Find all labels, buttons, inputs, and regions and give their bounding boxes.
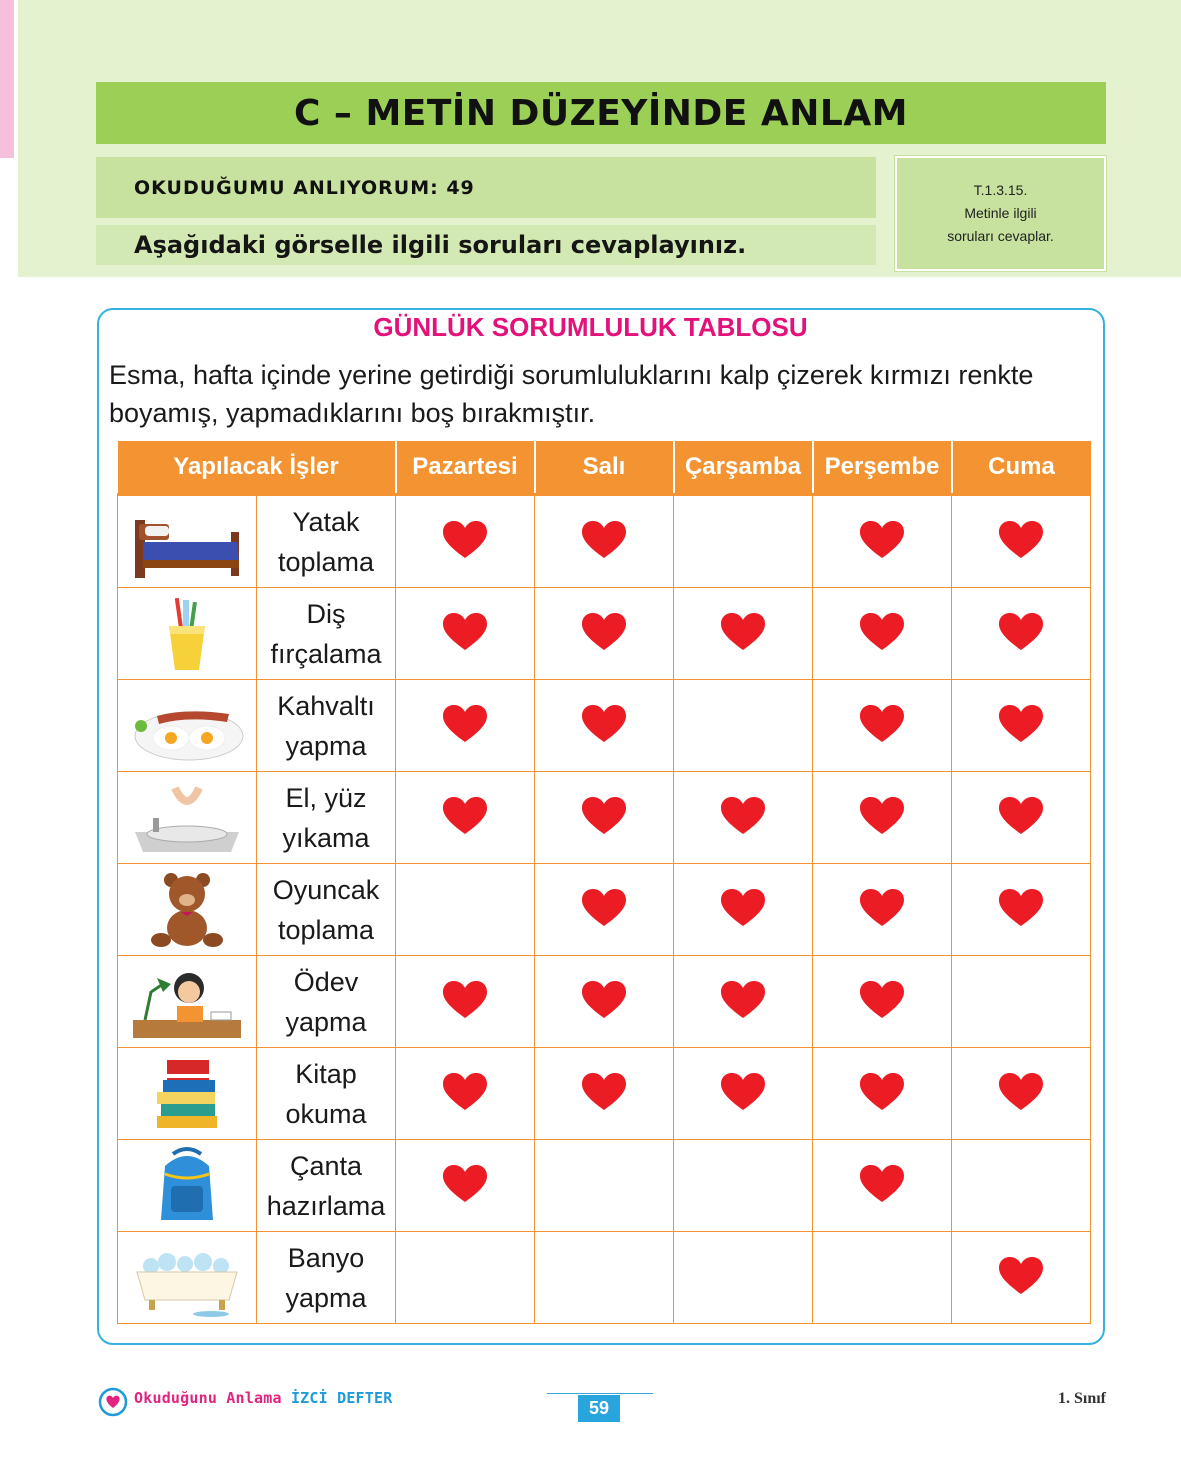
table-row — [118, 864, 1091, 956]
bathtub-icon — [118, 1238, 256, 1318]
section-title: C – METİN DÜZEYİNDE ANLAM — [96, 82, 1106, 144]
day-cell-thursday — [813, 680, 952, 772]
heart-icon — [580, 1097, 628, 1116]
instruction: Aşağıdaki görselle ilgili soruları cevaplayınız. — [96, 225, 876, 265]
footer-brand-part2: İZCİ DEFTER — [290, 1389, 393, 1407]
washbasin-icon — [118, 778, 256, 858]
task-picture-cell — [118, 1048, 257, 1140]
task-label-cell — [257, 588, 396, 680]
heart-icon — [580, 729, 628, 748]
heart-icon — [441, 1005, 489, 1024]
heart-icon — [858, 729, 906, 748]
header-wednesday: Çarşamba — [674, 441, 813, 495]
task-label-line2: yapma — [285, 1006, 367, 1037]
heart-icon — [858, 637, 906, 656]
task-label-cell — [257, 956, 396, 1048]
task-picture-cell — [118, 588, 257, 680]
girl-at-desk-icon — [118, 962, 256, 1042]
heart-icon — [441, 1097, 489, 1116]
heart-icon — [441, 1189, 489, 1208]
day-cell-tuesday — [535, 1140, 674, 1232]
bed-icon — [118, 502, 256, 582]
task-label-line1: Ödev — [293, 966, 359, 997]
task-label-line1: Banyo — [287, 1242, 365, 1273]
task-label-line1: El, yüz — [285, 782, 367, 813]
heart-icon — [719, 1097, 767, 1116]
heart-icon — [858, 1189, 906, 1208]
task-label-line2: toplama — [277, 914, 375, 945]
card-text: Esma, hafta içinde yerine getirdiği sorumluluklarını kalp çizerek kırmızı renkte boyamış, yapmadıklarını boş bırakmıştır. — [109, 360, 1034, 428]
task-label-cell — [257, 1140, 396, 1232]
day-cell-friday — [952, 772, 1091, 864]
task-picture-cell — [118, 772, 257, 864]
heart-icon — [580, 821, 628, 840]
day-cell-monday — [396, 864, 535, 956]
task-picture-cell — [118, 956, 257, 1048]
day-cell-friday — [952, 1140, 1091, 1232]
heart-icon — [858, 1097, 906, 1116]
task-picture-cell — [118, 495, 257, 588]
responsibility-table — [117, 441, 1091, 1324]
objective-code: T.1.3.15. — [973, 182, 1028, 198]
heart-icon — [441, 545, 489, 564]
day-cell-tuesday — [535, 772, 674, 864]
table-row — [118, 772, 1091, 864]
task-label-cell — [257, 1232, 396, 1324]
heart-icon — [997, 821, 1045, 840]
task-label-cell — [257, 1048, 396, 1140]
breakfast-plate-icon — [118, 686, 256, 766]
objective-line-2: soruları cevaplar. — [947, 228, 1054, 244]
task-label-cell — [257, 680, 396, 772]
day-cell-tuesday — [535, 1048, 674, 1140]
day-cell-thursday — [813, 864, 952, 956]
day-cell-tuesday — [535, 680, 674, 772]
heart-icon — [997, 545, 1045, 564]
heart-icon — [858, 913, 906, 932]
day-cell-wednesday — [674, 956, 813, 1048]
subtitle: OKUDUĞUMU ANLIYORUM: 49 — [96, 157, 876, 218]
day-cell-wednesday — [674, 680, 813, 772]
task-label-line1: Kitap — [295, 1058, 357, 1089]
objective-box — [895, 156, 1106, 271]
day-cell-friday — [952, 864, 1091, 956]
grade-label: 1. Sınıf — [1057, 1390, 1106, 1407]
heart-icon — [580, 545, 628, 564]
side-tab — [0, 0, 14, 158]
brand-logo-icon — [98, 1387, 128, 1417]
header-friday: Cuma — [952, 441, 1091, 495]
day-cell-thursday — [813, 1140, 952, 1232]
heart-icon — [580, 1005, 628, 1024]
toothbrush-cup-icon — [118, 594, 256, 674]
task-label-cell — [257, 864, 396, 956]
day-cell-monday — [396, 1140, 535, 1232]
heart-icon — [858, 1005, 906, 1024]
day-cell-friday — [952, 1048, 1091, 1140]
footer-brand-part1: Okuduğunu Anlama — [134, 1389, 282, 1407]
header-monday: Pazartesi — [396, 441, 535, 495]
footer-brand — [134, 1389, 392, 1407]
day-cell-tuesday — [535, 956, 674, 1048]
task-label-line2: fırçalama — [270, 638, 382, 669]
heart-icon — [580, 637, 628, 656]
day-cell-tuesday — [535, 588, 674, 680]
heart-icon — [719, 637, 767, 656]
school-backpack-icon — [118, 1146, 256, 1226]
task-label-line2: hazırlama — [266, 1190, 386, 1221]
heart-icon — [441, 821, 489, 840]
header-thursday: Perşembe — [813, 441, 952, 495]
task-label-cell — [257, 772, 396, 864]
task-label-line1: Yatak — [292, 506, 360, 537]
table-row — [118, 1232, 1091, 1324]
heart-icon — [997, 637, 1045, 656]
day-cell-wednesday — [674, 588, 813, 680]
task-label-line2: yapma — [285, 730, 367, 761]
day-cell-monday — [396, 495, 535, 588]
header-tuesday: Salı — [535, 441, 674, 495]
table-row — [118, 1048, 1091, 1140]
heart-icon — [997, 1097, 1045, 1116]
day-cell-tuesday — [535, 1232, 674, 1324]
day-cell-tuesday — [535, 864, 674, 956]
heart-icon — [997, 1281, 1045, 1300]
heart-icon — [858, 545, 906, 564]
heart-icon — [997, 729, 1045, 748]
day-cell-thursday — [813, 1232, 952, 1324]
teddy-bear-icon — [118, 870, 256, 950]
card-title: GÜNLÜK SORUMLULUK TABLOSU — [373, 312, 808, 342]
task-label-line1: Kahvaltı — [277, 690, 375, 721]
day-cell-friday — [952, 588, 1091, 680]
day-cell-friday — [952, 495, 1091, 588]
page-line — [547, 1393, 653, 1394]
task-label-line2: toplama — [277, 546, 375, 577]
day-cell-wednesday — [674, 1232, 813, 1324]
day-cell-friday — [952, 1232, 1091, 1324]
table-row — [118, 680, 1091, 772]
task-picture-cell — [118, 1140, 257, 1232]
day-cell-thursday — [813, 1048, 952, 1140]
heart-icon — [580, 913, 628, 932]
task-label-line1: Oyuncak — [272, 874, 380, 905]
day-cell-monday — [396, 588, 535, 680]
day-cell-thursday — [813, 495, 952, 588]
day-cell-thursday — [813, 588, 952, 680]
heart-icon — [441, 729, 489, 748]
day-cell-monday — [396, 680, 535, 772]
task-picture-cell — [118, 864, 257, 956]
page-number: 59 — [578, 1395, 620, 1422]
header-tasks: Yapılacak İşler — [118, 441, 396, 495]
day-cell-monday — [396, 772, 535, 864]
heart-icon — [441, 637, 489, 656]
day-cell-monday — [396, 1048, 535, 1140]
day-cell-wednesday — [674, 1140, 813, 1232]
day-cell-monday — [396, 1232, 535, 1324]
book-stack-icon — [118, 1054, 256, 1134]
day-cell-wednesday — [674, 495, 813, 588]
task-label-line1: Çanta — [289, 1150, 363, 1181]
heart-icon — [997, 913, 1045, 932]
day-cell-wednesday — [674, 864, 813, 956]
day-cell-friday — [952, 956, 1091, 1048]
day-cell-wednesday — [674, 1048, 813, 1140]
heart-icon — [719, 913, 767, 932]
task-label-line1: Diş — [306, 598, 346, 629]
table-row — [118, 956, 1091, 1048]
heart-icon — [719, 821, 767, 840]
day-cell-tuesday — [535, 495, 674, 588]
task-picture-cell — [118, 680, 257, 772]
table-row — [118, 495, 1091, 588]
task-label-line2: yapma — [285, 1282, 367, 1313]
table-header-row — [118, 441, 1091, 495]
table-row — [118, 588, 1091, 680]
day-cell-friday — [952, 680, 1091, 772]
day-cell-thursday — [813, 772, 952, 864]
task-label-cell — [257, 495, 396, 588]
task-label-line2: okuma — [285, 1098, 367, 1129]
heart-icon — [858, 821, 906, 840]
day-cell-thursday — [813, 956, 952, 1048]
table-row — [118, 1140, 1091, 1232]
task-label-line2: yıkama — [282, 822, 370, 853]
day-cell-wednesday — [674, 772, 813, 864]
heart-icon — [719, 1005, 767, 1024]
day-cell-monday — [396, 956, 535, 1048]
task-picture-cell — [118, 1232, 257, 1324]
objective-line-1: Metinle ilgili — [964, 205, 1037, 221]
